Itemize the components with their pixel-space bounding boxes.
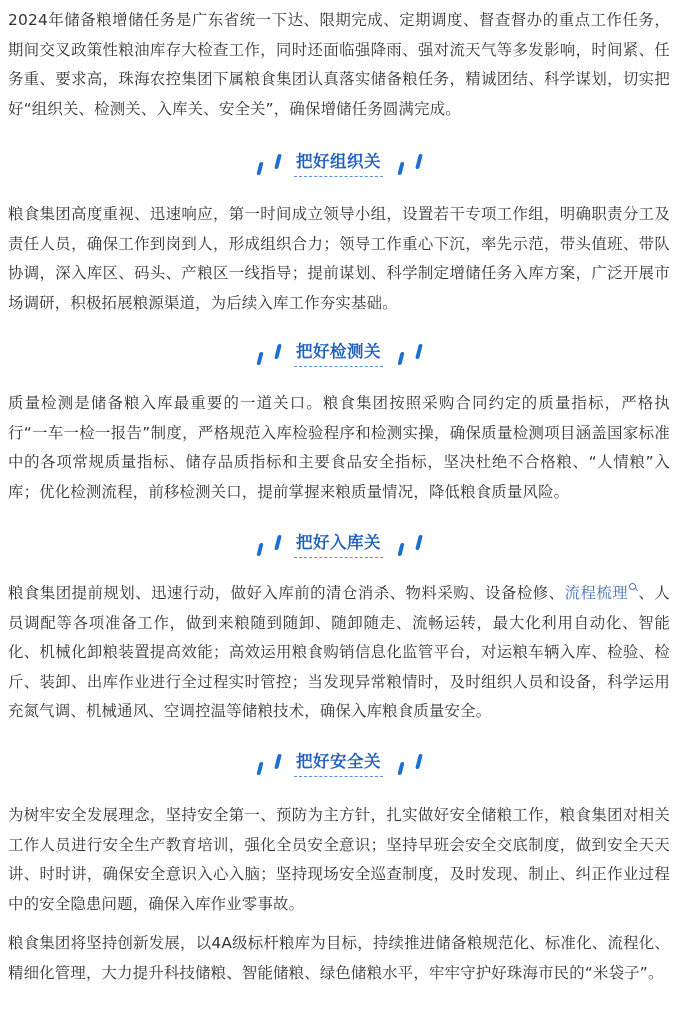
- search-icon[interactable]: [629, 583, 638, 592]
- section-heading-inspection: [0, 340, 677, 380]
- slash-decoration-icon: [254, 150, 288, 180]
- section-heading-storage: [0, 531, 677, 571]
- slash-decoration-icon: [389, 750, 423, 780]
- section-title: 把好安全关: [294, 751, 383, 777]
- slash-decoration-icon: [254, 531, 288, 561]
- section-title: 把好入库关: [294, 532, 383, 558]
- section-paragraph: [8, 579, 670, 727]
- slash-decoration-icon: [389, 531, 423, 561]
- intro-paragraph: 2024年储备粮增储任务是广东省统一下达、限期完成、定期调度、督查督办的重点工作任务，期间交叉政策性粮油库存大检查工作，同时还面临强降雨、强对流天气等多发影响，时间紧、任务重、要求高，珠海农控集团下属粮食集团认真落实储备粮任务，精诚团结、科学谋划，切实把好“组织关、检测关、入库关、安全关”，确保增储任务圆满完成。: [8, 11, 670, 118]
- section-title: 把好组织关: [294, 151, 383, 177]
- slash-decoration-icon: [254, 340, 288, 370]
- slash-decoration-icon: [254, 750, 288, 780]
- section-title: 把好检测关: [294, 341, 383, 367]
- closing-paragraph: 粮食集团将坚持创新发展，以4A级标杆粮库为目标，持续推进储备粮规范化、标准化、流程化、精细化管理，大力提升科技储粮、智能储粮、绿色储粮水平，牢牢守护好珠海市民的“米袋子”。: [8, 934, 670, 982]
- section-paragraph: 为树牢安全发展理念，坚持安全第一、预防为主方针，扎实做好安全储粮工作，粮食集团对相关工作人员进行安全生产教育培训，强化全员安全意识；坚持早班会安全交底制度，做到安全天天讲、时时讲，确保安全意识入心入脑；坚持现场安全巡查制度，及时发现、制止、纠正作业过程中的安全隐患问题，确保入库作业零事故。: [8, 806, 670, 913]
- slash-decoration-icon: [389, 340, 423, 370]
- paragraph-text: 粮食集团提前规划、迅速行动，做好入库前的清仓消杀、物料采购、设备检修、: [8, 584, 565, 602]
- paragraph-text: 、人员调配等各项准备工作，做到来粮随到随卸、随卸随走、流畅运转，最大化利用自动化、智能化、机械化卸粮装置提高效能；高效运用粮食购销信息化监管平台，对运粮车辆入库、检验、检斤、装卸、出库作业进行全过程实时管控；当发现异常粮情时，及时组织人员和设备，科学运用充氮气调、机械通风、空调控温等储粮技术，确保入库粮食质量安全。: [8, 584, 670, 721]
- slash-decoration-icon: [389, 150, 423, 180]
- section-paragraph: 质量检测是储备粮入库最重要的一道关口。粮食集团按照采购合同约定的质量指标，严格执行“一车一检一报告”制度，严格规范入库检验程序和检测实操，确保质量检测项目涵盖国家标准中的各项常规质量指标、储存品质指标和主要食品安全指标，坚决杜绝不合格粮、“人情粮”入库；优化检测流程，前移检测关口，提前掌握来粮质量情况，降低粮食质量风险。: [8, 394, 670, 501]
- process-review-link[interactable]: 流程梳理: [564, 584, 629, 602]
- section-heading-safety: [0, 750, 677, 790]
- section-heading-organization: [0, 150, 677, 190]
- section-paragraph: 粮食集团高度重视、迅速响应，第一时间成立领导小组，设置若干专项工作组，明确职责分工及责任人员，确保工作到岗到人，形成组织合力；领导工作重心下沉，率先示范，带头值班、带队协调，深入库区、码头、产粮区一线指导；提前谋划、科学制定增储任务入库方案，广泛开展市场调研，积极拓展粮源渠道，为后续入库工作夯实基础。: [8, 205, 670, 312]
